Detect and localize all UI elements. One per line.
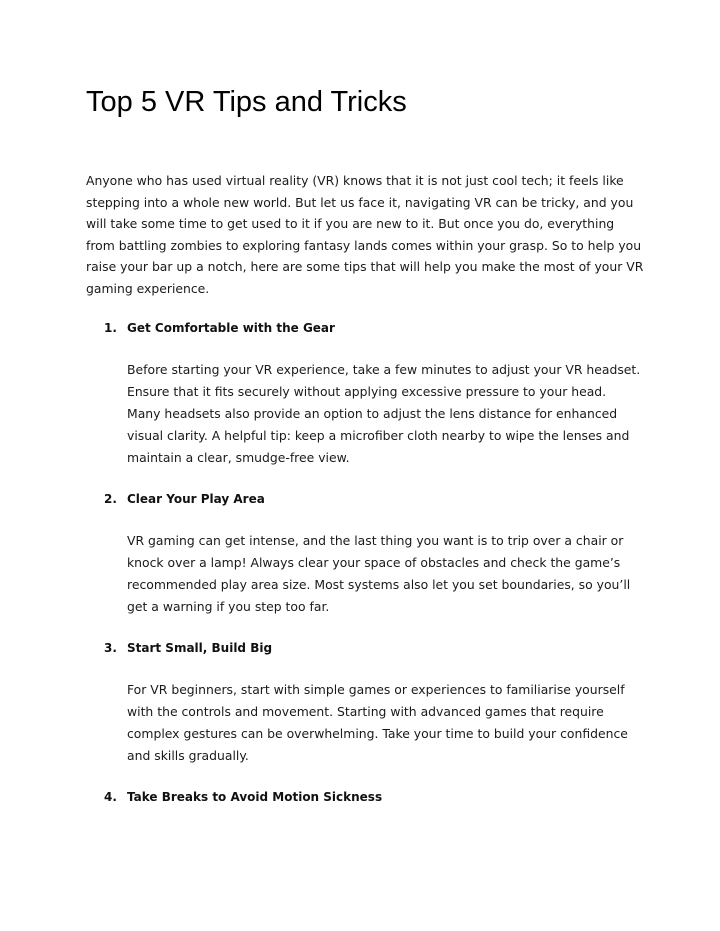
tip-item [86, 318, 646, 469]
tip-item [86, 489, 646, 618]
page-title: Top 5 VR Tips and Tricks [86, 86, 407, 118]
tip-heading [86, 638, 646, 658]
tip-heading [86, 489, 646, 509]
tip-title: Start Small, Build Big [127, 641, 273, 655]
tip-heading [86, 318, 646, 338]
tip-body: VR gaming can get intense, and the last thing you want is to trip over a chair or knock over a lamp! Always clear your space of obstacles and check the game’s recommended play area size. Most systems also let you set boundaries, so you’ll get a warning if you step too far. [127, 533, 631, 614]
tip-body: For VR beginners, start with simple games or experiences to familiarise yourself with the controls and movement. Starting with advanced games that require complex gestures can be overwhelming. Take your time to build your confidence and skills gradually. [127, 682, 628, 763]
tip-heading [86, 787, 646, 807]
tip-title: Clear Your Play Area [127, 492, 265, 506]
tip-title: Take Breaks to Avoid Motion Sickness [127, 790, 383, 804]
tip-number: 2. [104, 492, 117, 506]
tip-number: 4. [104, 790, 117, 804]
intro-paragraph: Anyone who has used virtual reality (VR) knows that it is not just cool tech; it feels like stepping into a whole new world. But let us face it, navigating VR can be tricky, and you will take some time to get used to it if you are new to it. But once you do, everything from battling zombies to exploring fantasy lands comes within your grasp. So to help you raise your bar up a notch, here are some tips that will help you make the most of your VR gaming experience. [86, 173, 644, 296]
tip-item [86, 787, 646, 807]
tip-title: Get Comfortable with the Gear [127, 321, 335, 335]
tip-item [86, 638, 646, 767]
tip-number: 3. [104, 641, 117, 655]
tip-body: Before starting your VR experience, take a few minutes to adjust your VR headset. Ensure that it fits securely without applying excessive pressure to your head. Many headsets also provide an option to adjust the lens distance for enhanced visual clarity. A helpful tip: keep a microfiber cloth nearby to wipe the lenses and maintain a clear, smudge-free view. [127, 362, 641, 465]
tip-number: 1. [104, 321, 117, 335]
